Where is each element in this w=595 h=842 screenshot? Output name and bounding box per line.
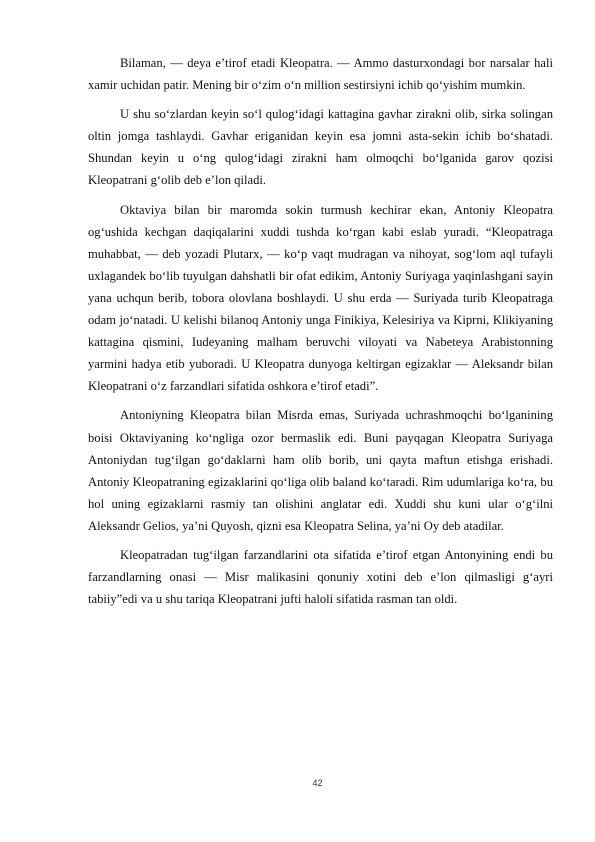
paragraph-2: U shu so‘zlardan keyin so‘l qulog‘idagi kattagina gavhar zirakni olib, sirka solingan oltin jomga tashlaydi. Gavhar eriganidan keyin esa jomni asta-sekin ichib bo‘shatadi. Shundan keyin u o‘ng qulog‘idagi zirakni ham olmoqchi bo‘lganida garov qozisi Kleopatrani g‘olib deb e’lon qiladi.: [88, 107, 553, 188]
paragraph-3: Oktaviya bilan bir maromda sokin turmush kechirar ekan, Antoniy Kleopatra og‘ushida kechgan daqiqalarini xuddi tushda ko‘rgan kabi eslab yuradi. “Kleopatraga muhabbat, — deb yozadi Plutarx, — ko‘p vaqt mudragan va nihoyat, sog‘lom aql tufayli uxlagandek bo‘lib tuyulgan dahshatli bir ofat edikim, Antoniy Suriyaga yaqinlashgani sayin yana uchqun berib, tobora olovlana boshlaydi. U shu erda — Suriyada turib Kleopatraga odam jo‘natadi. U kelishi bilanoq Antoniy unga Finikiya, Kelesiriya va Kiprni, Klikiyaning kattagina qismini, Iudeyaning malham beruvchi viloyati va Nabeteya Arabistonning yarmini hadya etib yuboradi. U Kleopatra dunyoga keltirgan egizaklar — Aleksandr bilan Kleopatrani o‘z farzandlari sifatida oshkora e’tirof etadi”.: [88, 202, 553, 394]
paragraph-5: Kleopatradan tug‘ilgan farzandlarini ota sifatida e’tirof etgan Antonyining endi bu farzandlarning onasi — Misr malikasini qonuniy xotini deb e’lon qilmasligi g‘ayri tabiiy”edi va u shu tariqa Kleopatrani jufti haloli sifatida rasman tan oldi.: [88, 547, 553, 607]
document-body: [88, 52, 553, 617]
paragraph-1: Bilaman, — deya e’tirof etadi Kleopatra. — Ammo dasturxondagi bor narsalar hali xamir uchidan patir. Mening bir o‘zim o‘n million sestirsiyni ichib qo‘yishim mumkin.: [88, 56, 553, 93]
page-number: 42: [312, 778, 323, 788]
paragraph-4: Antoniyning Kleopatra bilan Misrda emas, Suriyada uchrashmoqchi bo‘lganining boisi Oktaviyaning ko‘ngliga ozor bermaslik edi. Buni payqagan Kleopatra Suriyaga Antoniydan tug‘ilgan go‘daklarni ham olib borib, uni qayta maftun etishga erishadi. Antoniy Kleopatraning egizaklarini qo‘liga olib baland ko‘taradi. Rim udumlariga ko‘ra, bu hol uning egizaklarni rasmiy tan olishini anglatar edi. Xuddi shu kuni ular o‘g‘ilni Aleksandr Gelios, ya’ni Quyosh, qizni esa Kleopatra Selina, ya’ni Oy deb atadilar.: [88, 408, 553, 533]
